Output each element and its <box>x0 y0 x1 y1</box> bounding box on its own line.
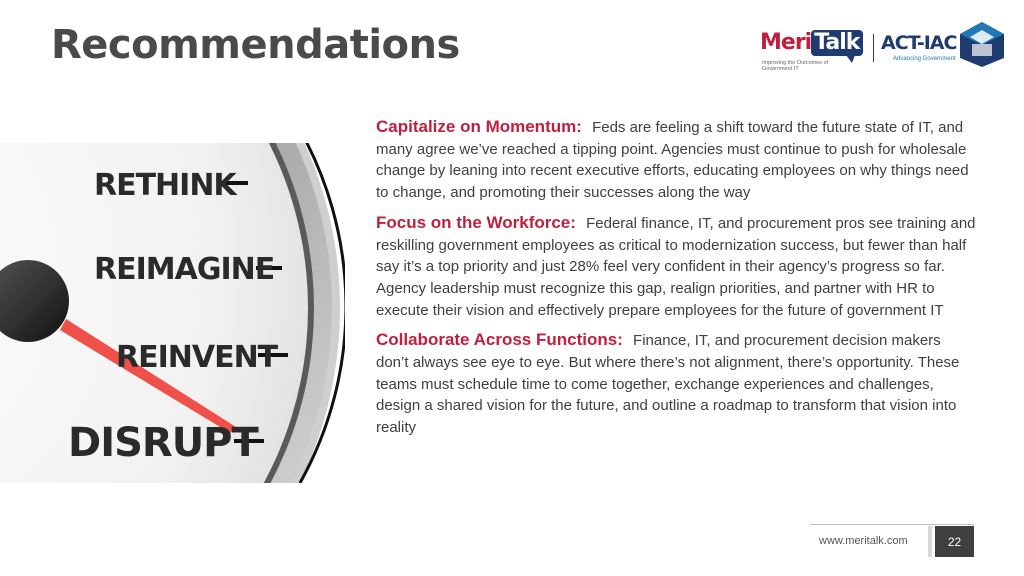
actiac-hex-icon <box>956 20 1008 68</box>
actiac-logo: ACT-IAC <box>881 32 957 54</box>
dial-label-disrupt: DISRUPT <box>68 420 258 466</box>
footer-url: www.meritalk.com <box>819 535 908 547</box>
meritalk-tagline: Improving the Outcomes of Government IT <box>762 60 829 72</box>
recommendation-heading: Capitalize on Momentum: <box>376 117 582 136</box>
meritalk-logo-talk: Talk <box>811 30 863 56</box>
recommendation-heading: Collaborate Across Functions: <box>376 330 623 350</box>
meritalk-logo-meri: Meri <box>760 30 812 55</box>
slide-title: Recommendations <box>51 22 460 68</box>
recommendation-heading: Focus on the Workforce: <box>376 212 576 232</box>
logo-divider <box>873 34 874 62</box>
recommendation-text: Federal finance, IT, and procurement pros see training and reskilling government employees as critical to modernization success, but fewer than half say it’s a top priority and just 28% feel very confident in their agency’s progress so far. Agency leadership must recognize this gap, realign priorities, and partner with HR to execute their vision and effectively prepare employees for the future of government IT <box>376 214 976 319</box>
page-number: 22 <box>935 526 974 557</box>
dial-label-reinvent: REINVENT <box>116 340 278 375</box>
recommendation-item <box>376 116 976 204</box>
recommendations-list <box>376 116 976 447</box>
dial-label-reimagine: REIMAGINE <box>94 252 275 287</box>
footer-divider <box>810 524 974 525</box>
recommendation-item <box>376 329 976 439</box>
recommendation-item <box>376 212 976 322</box>
speedometer-image <box>0 143 345 483</box>
footer-separator <box>928 526 932 557</box>
recommendation-text: Feds are feeling a shift toward the future state of IT, and many agree we’ve reached a tipping point. Agencies must continue to push for wholesale change by leaning into recent executive efforts, educating employees on why things need to change, and promoting their successes along the way <box>376 119 969 202</box>
meritalk-logo <box>760 30 863 56</box>
header-logos <box>760 20 1008 74</box>
recommendation-text: Finance, IT, and procurement decision makers don’t always see eye to eye. But where there’s not alignment, there’s opportunity. These teams must schedule time to come together, exchange experiences and challenges, design a shared vision for the future, and outline a roadmap to transform that vision into reality <box>376 332 960 437</box>
actiac-tagline: Advancing Government <box>893 56 956 62</box>
dial-label-rethink: RETHINK <box>94 168 236 203</box>
